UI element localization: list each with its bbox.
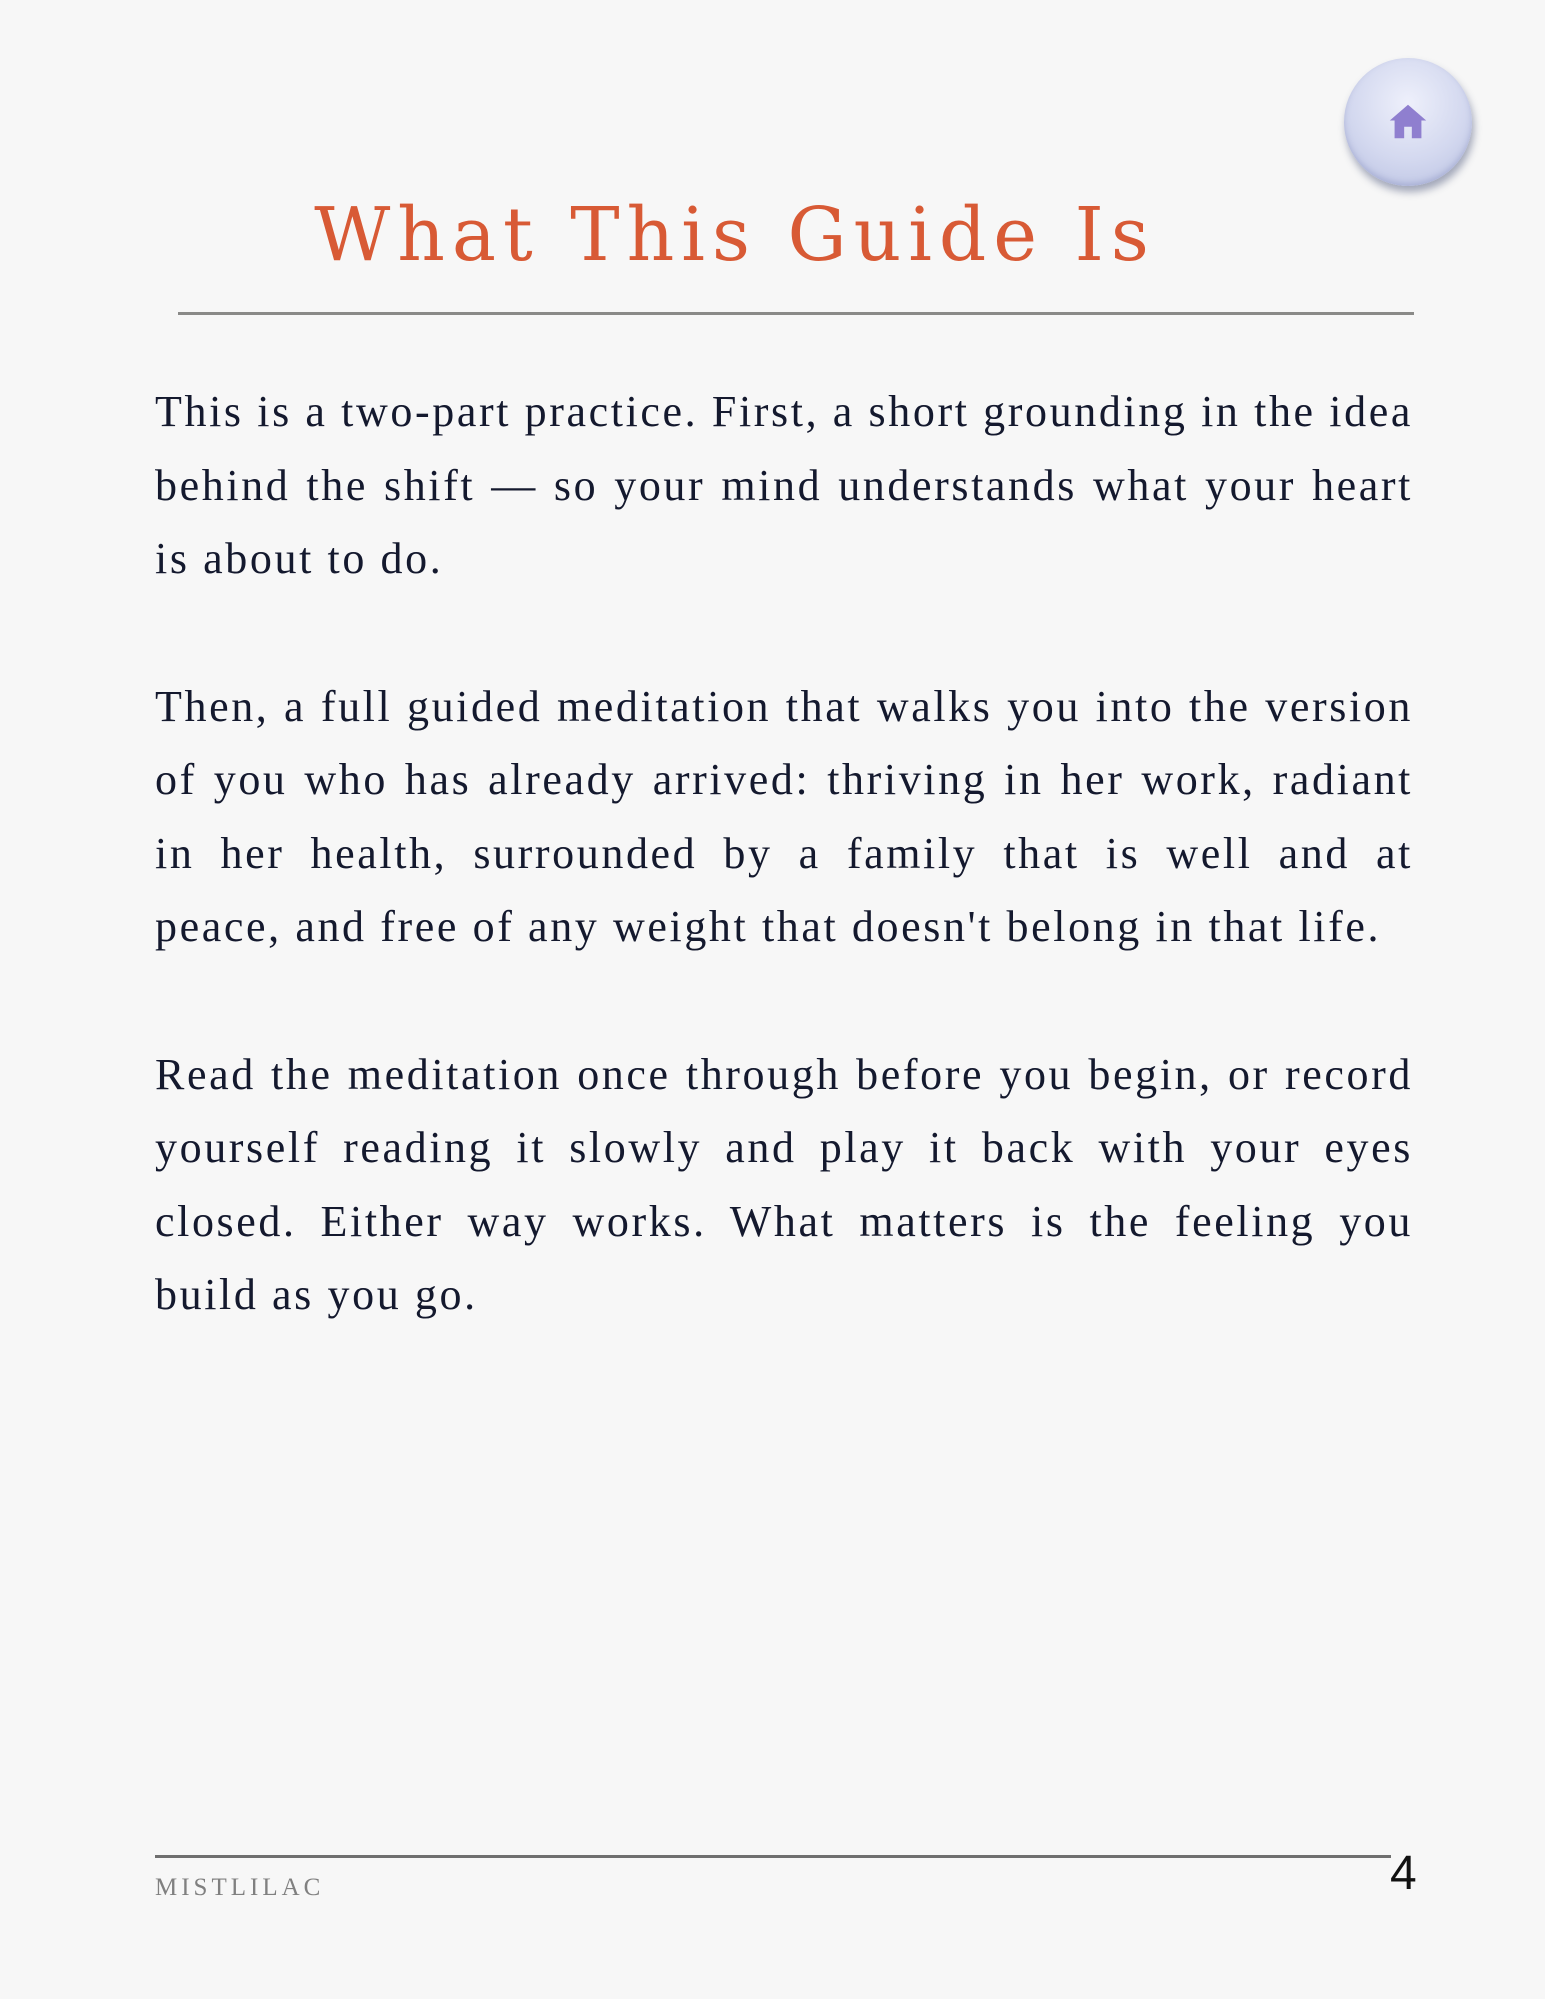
page-title: What This Guide Is (314, 192, 1156, 278)
paragraph-meditation: Then, a full guided meditation that walks you into the version of you who has already arrived: thriving in her work, radiant in her health, surrounded by a family that is well and at peace, and free of any weight that doesn't belong in that life. (155, 681, 1413, 951)
home-button[interactable] (1344, 58, 1472, 186)
body-text (155, 375, 1413, 1406)
home-icon (1385, 99, 1431, 145)
paragraph-intro: This is a two-part practice. First, a short grounding in the idea behind the shift — so your mind understands what your heart is about to do. (155, 387, 1413, 583)
footer-brand: MISTLILAC (155, 1874, 325, 1901)
paragraph-instructions: Read the meditation once through before you begin, or record yourself reading it slowly and play it back with your eyes closed. Either way works. What matters is the feeling you build as you go. (155, 1049, 1413, 1319)
page-number: 4 (1390, 1847, 1417, 1900)
footer-divider (155, 1855, 1391, 1858)
title-divider (178, 312, 1414, 315)
